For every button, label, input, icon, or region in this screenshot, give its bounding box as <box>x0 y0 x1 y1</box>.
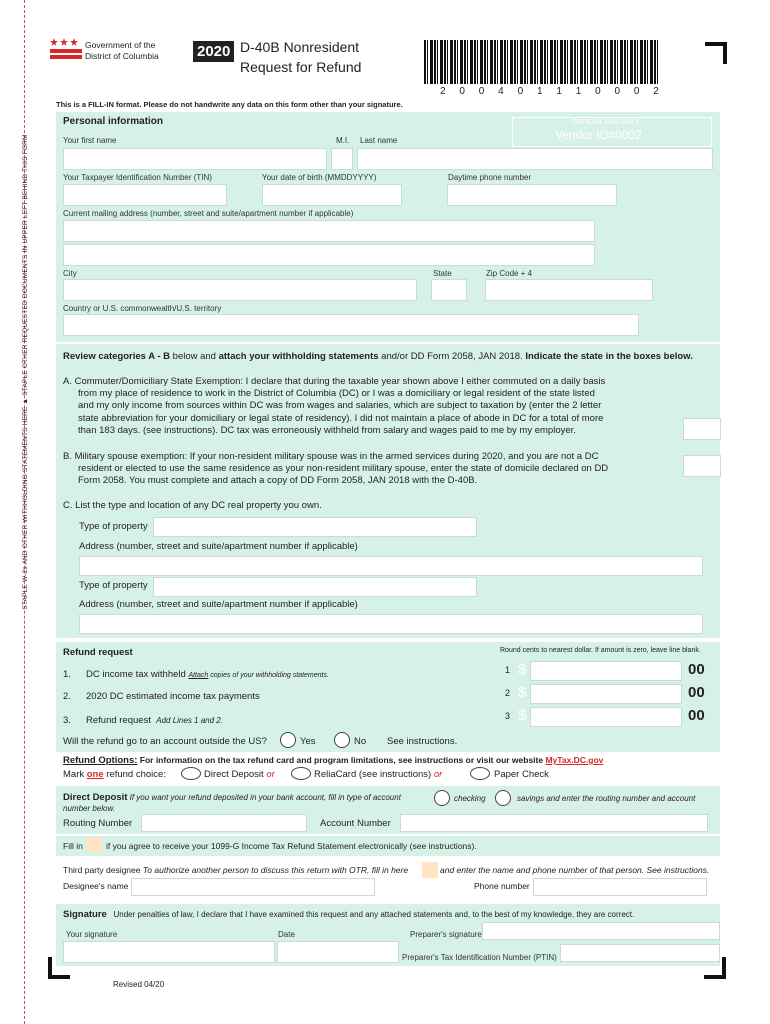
tin-field[interactable] <box>63 184 227 206</box>
outside-us-no-radio[interactable] <box>334 732 350 748</box>
last-name-label: Last name <box>360 136 398 145</box>
designee-phone-field[interactable] <box>533 878 707 896</box>
personal-heading: Personal information <box>63 116 164 127</box>
form-1099-checkbox[interactable] <box>86 838 102 852</box>
direct-deposit-text: Direct Deposit If you want your refund deposited in your bank account, fill in type of account <box>63 792 401 803</box>
direct-deposit-option: Direct Deposit or <box>204 769 275 780</box>
your-signature-field[interactable] <box>63 941 275 963</box>
fill-in-label: Fill in <box>63 841 83 851</box>
type-property-label-1: Type of property <box>79 521 148 532</box>
zip-field[interactable] <box>485 279 653 301</box>
tin-label: Your Taxpayer Identification Number (TIN) <box>63 173 212 182</box>
line2-amount: 2 $ 00 <box>500 684 715 704</box>
category-a-text: A. Commuter/Domiciliary State Exemption: I declare that during the taxable year shown above I either commuted on a daily basis from my place of residence to work in the District of Columbia (DC) or I was a domiciliary or legal resident of the state listed and my only income from sources within DC was from wages and salaries, which are subject to taxation by (enter the 2 letter state abbreviation for your domiciliary or legal state of residency). I did not maintain a place of abode in DC for a total of more than 183 days. (see instructions). DC tax was erroneously withheld from salary and wages paid to me by my employer. <box>63 376 606 436</box>
ptin-label: Preparer's Tax Identification Number (PTIN) <box>402 953 557 962</box>
mark-one-text: Mark one refund choice: <box>63 769 166 780</box>
line2-label: 2020 DC estimated income tax payments <box>86 691 260 702</box>
property-address-label-2: Address (number, street and suite/apartment number if applicable) <box>79 599 358 610</box>
line1-amount-field[interactable] <box>530 661 682 681</box>
city-field[interactable] <box>63 279 417 301</box>
fill-in-note: This is a FILL-IN format. Please do not handwrite any data on this form other than your signature. <box>56 100 403 109</box>
line3-amount: 3 $ 00 <box>500 707 715 727</box>
preparer-signature-field[interactable] <box>482 922 720 940</box>
outside-us-no-label: No <box>354 736 367 747</box>
dob-field[interactable] <box>262 184 402 206</box>
account-number-field[interactable] <box>400 814 708 832</box>
first-name-field[interactable] <box>63 148 327 170</box>
mi-field[interactable] <box>331 148 353 170</box>
designee-text-c: and enter the name and phone number of that person. See instructions. <box>440 865 710 875</box>
line1-num: 1. <box>63 669 71 680</box>
line2-num: 2. <box>63 691 71 702</box>
country-label: Country or U.S. commonwealth/U.S. territory <box>63 304 222 313</box>
designee-name-field[interactable] <box>131 878 375 896</box>
your-signature-label: Your signature <box>66 930 118 939</box>
savings-label: savings and enter the routing number and account <box>517 794 696 803</box>
direct-deposit-radio[interactable] <box>181 767 201 780</box>
category-b-text: B. Military spouse exemption: If your non-resident military spouse was in the armed services during 2020, and you are not a DC resident or elected to use the same residence as your non-resident military spouse, enter the state of domicile declared on DD Form 2058. You must complete and attach a copy of DD Form 2058, JAN 2018 with the D-40B. <box>63 451 609 487</box>
category-b-state-field[interactable] <box>683 455 721 477</box>
outside-us-yes-radio[interactable] <box>280 732 296 748</box>
address-line2-field[interactable] <box>63 244 595 266</box>
phone-field[interactable] <box>447 184 617 206</box>
form-title-2: Request for Refund <box>240 59 362 75</box>
line1-label: DC income tax withheld Attach copies of your withholding statements. <box>86 669 329 680</box>
vendor-id: Vendor ID#0002 <box>555 128 642 142</box>
paper-check-option: Paper Check <box>494 769 549 780</box>
designee-checkbox[interactable] <box>422 862 438 878</box>
address-line1-field[interactable] <box>63 220 595 242</box>
barcode-digits: 2 0 0 4 0 1 1 1 0 0 0 2 <box>440 86 660 97</box>
refund-heading: Refund request <box>63 647 133 658</box>
official-use-label: OFFICIAL USE ONLY <box>572 119 641 126</box>
account-label: Account Number <box>320 818 391 829</box>
type-property-field-2[interactable] <box>153 577 477 597</box>
property-address-field-1[interactable] <box>79 556 703 576</box>
type-property-label-2: Type of property <box>79 580 148 591</box>
outside-us-yes-label: Yes <box>300 736 316 747</box>
line3-label: Refund request Add Lines 1 and 2. <box>86 715 223 726</box>
year-badge: 2020 <box>193 41 234 62</box>
paper-check-radio[interactable] <box>470 767 490 780</box>
checking-label: checking <box>454 794 486 803</box>
outside-us-question: Will the refund go to an account outside the US? <box>63 736 267 747</box>
line3-num: 3. <box>63 715 71 726</box>
phone-label: Daytime phone number <box>448 173 532 182</box>
gov-line2: District of Columbia <box>85 51 159 61</box>
city-label: City <box>63 269 77 278</box>
designee-phone-label: Phone number <box>474 881 530 891</box>
category-a-state-field[interactable] <box>683 418 721 440</box>
signature-declaration: Signature Under penalties of law, I declare that I have examined this request and any attached statements and, to the best of my knowledge, they are correct. <box>63 909 635 920</box>
property-address-label-1: Address (number, street and suite/apartment number if applicable) <box>79 541 358 552</box>
barcode <box>424 40 660 84</box>
first-name-label: Your first name <box>63 136 117 145</box>
gov-line1: Government of the <box>85 40 156 50</box>
review-intro: Review categories A - B below and attach your withholding statements and/or DD Form 2058, JAN 2018. Indicate the state in the boxes below. <box>63 351 693 362</box>
form-title-1: D-40B Nonresident <box>240 39 360 55</box>
routing-label: Routing Number <box>63 818 133 829</box>
line3-amount-field[interactable] <box>530 707 682 727</box>
state-label: State <box>433 269 452 278</box>
date-field[interactable] <box>277 941 399 963</box>
form-1099-text: if you agree to receive your 1099-G Income Tax Refund Statement electronically (see instructions). <box>106 841 477 851</box>
revised-date: Revised 04/20 <box>113 980 165 989</box>
savings-radio[interactable] <box>495 790 511 806</box>
dc-logo <box>50 38 82 60</box>
round-note: Round cents to nearest dollar. If amount is zero, leave line blank. <box>500 647 701 654</box>
dob-label: Your date of birth (MMDDYYYY) <box>262 173 377 182</box>
routing-number-field[interactable] <box>141 814 307 832</box>
designee-name-label: Designee's name <box>63 881 129 891</box>
corner-mark-top-right <box>705 42 727 64</box>
outside-us-see-instructions: See instructions. <box>387 736 458 747</box>
state-field[interactable] <box>431 279 467 301</box>
staple-side-text: STAPLE W-2s AND OTHER WITHHOLDING STATEMENTS HERE ▲ STAPLE OTHER REQUESTED DOCUMENTS IN UPPER LEFT BEHIND THIS FORM <box>22 134 29 610</box>
reliacard-radio[interactable] <box>291 767 311 780</box>
reliacard-option: ReliaCard (see instructions) or <box>314 769 443 780</box>
date-label: Date <box>278 930 295 939</box>
ptin-field[interactable] <box>560 944 720 962</box>
designee-text: Third party designee To authorize another person to discuss this return with OTR, fill in here <box>63 865 409 875</box>
line1-amount: 1 $ 00 <box>500 661 715 681</box>
direct-deposit-text2: number below. <box>63 804 116 813</box>
line2-amount-field[interactable] <box>530 684 682 704</box>
checking-radio[interactable] <box>434 790 450 806</box>
country-field[interactable] <box>63 314 639 336</box>
category-c-text: C. List the type and location of any DC real property you own. <box>63 500 322 511</box>
property-address-field-2[interactable] <box>79 614 703 634</box>
preparer-signature-label: Preparer's signature <box>410 930 482 939</box>
zip-label: Zip Code + 4 <box>486 269 533 278</box>
address-label: Current mailing address (number, street and suite/apartment number if applicable) <box>63 209 354 218</box>
last-name-field[interactable] <box>357 148 713 170</box>
refund-options-text: Refund Options: For information on the tax refund card and program limitations, see instructions or visit our website MyTax.DC.gov <box>63 755 604 766</box>
type-property-field-1[interactable] <box>153 517 477 537</box>
mi-label: M.I. <box>336 136 350 145</box>
